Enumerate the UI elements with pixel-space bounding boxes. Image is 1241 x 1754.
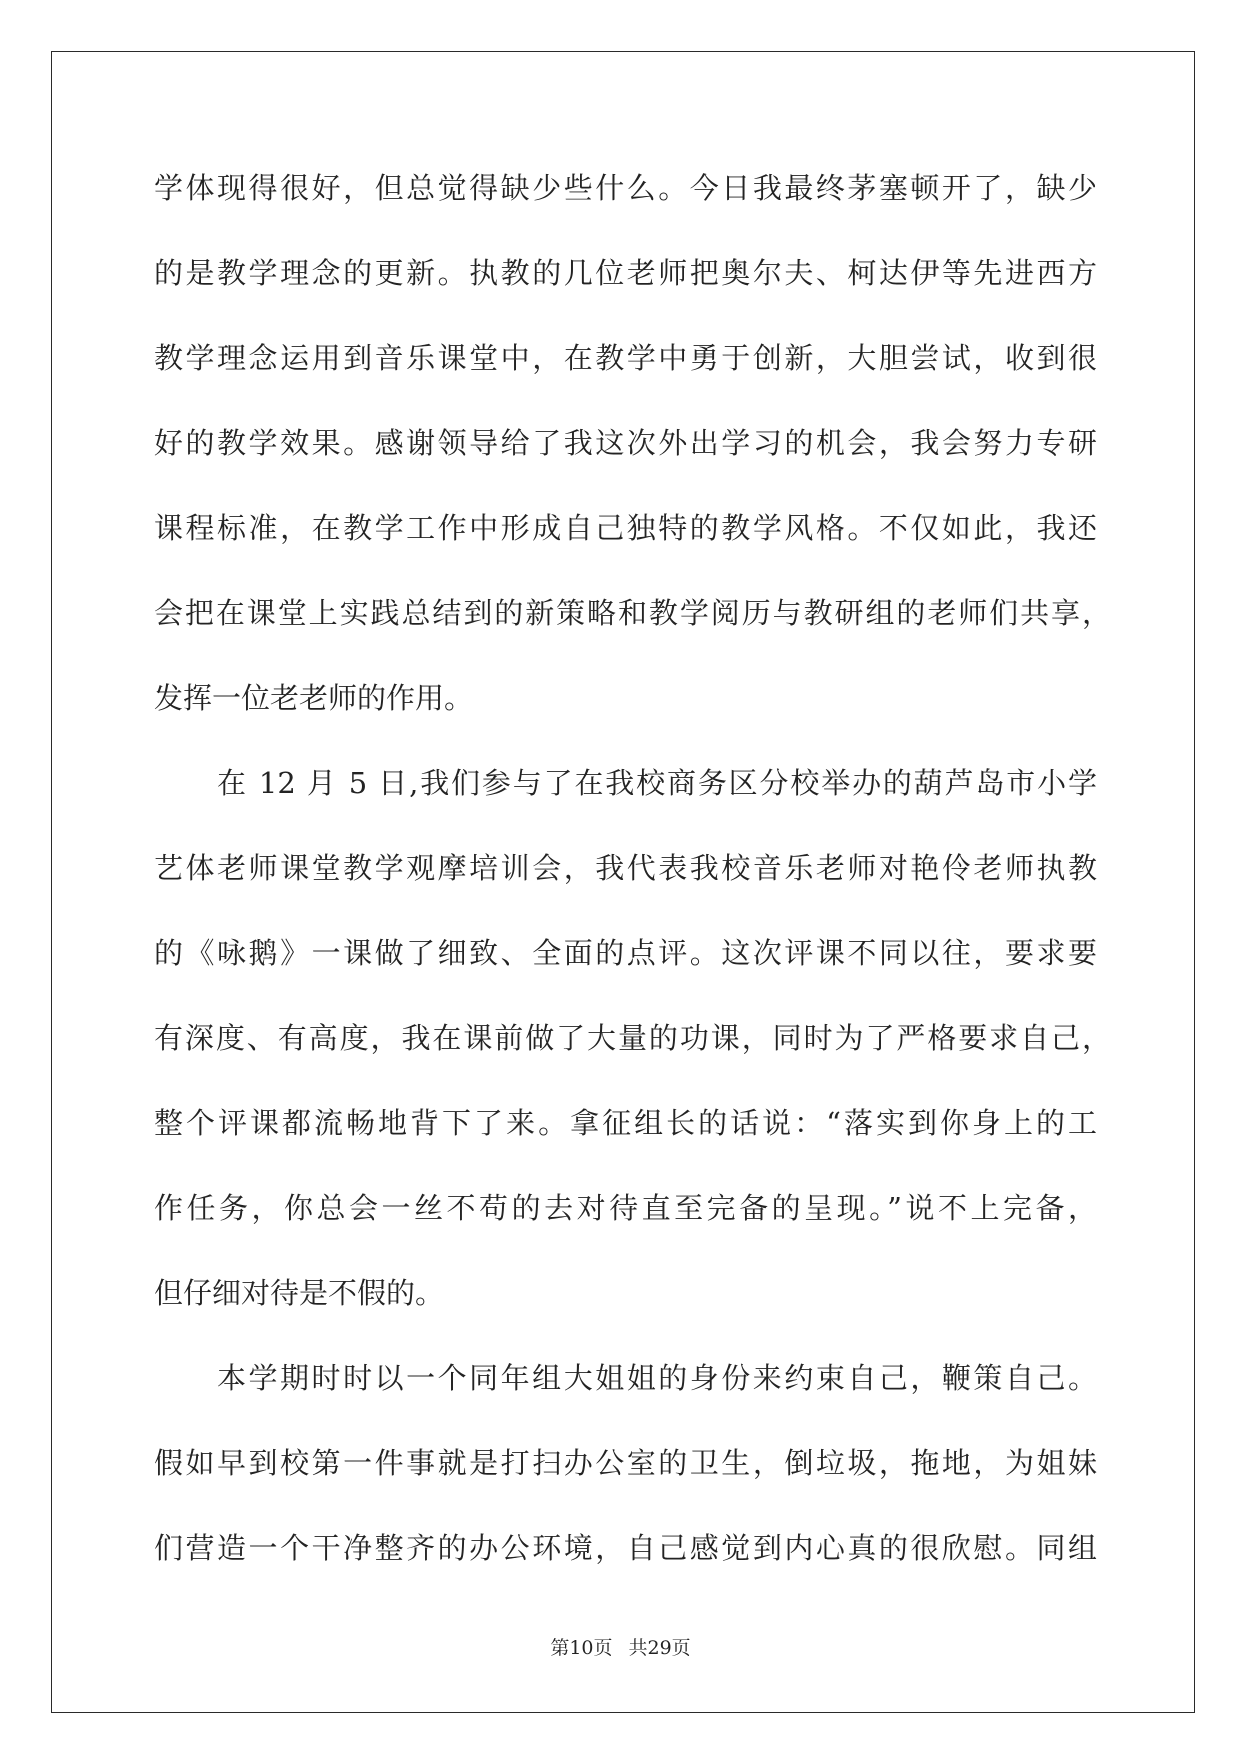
text-line: 整个评课都流畅地背下了来。拿征组长的话说：“落实到你身上的工 [154, 1106, 1097, 1140]
text-line: 的《咏鹅》一课做了细致、全面的点评。这次评课不同以往，要求要 [154, 936, 1097, 970]
text-line: 好的教学效果。感谢领导给了我这次外出学习的机会，我会努力专研 [154, 426, 1097, 460]
document-body [154, 146, 1119, 1591]
text-line: 课程标准，在教学工作中形成自己独特的教学风格。不仅如此，我还 [154, 511, 1097, 545]
paragraph [154, 1336, 1119, 1591]
text-line: 发挥一位老老师的作用。 [154, 681, 474, 715]
text-line: 本学期时时以一个同年组大姐姐的身份来约束自己，鞭策自己。 [217, 1361, 1097, 1395]
text-line: 艺体老师课堂教学观摩培训会，我代表我校音乐老师对艳伶老师执教 [154, 851, 1097, 885]
text-line: 有深度、有高度，我在课前做了大量的功课，同时为了严格要求自己， [154, 1021, 1111, 1055]
paragraph [154, 146, 1119, 741]
text-line: 学体现得很好，但总觉得缺少些什么。今日我最终茅塞顿开了，缺少 [154, 171, 1097, 205]
text-line: 但仔细对待是不假的。 [154, 1276, 445, 1310]
text-line: 会把在课堂上实践总结到的新策略和教学阅历与教研组的老师们共享， [154, 596, 1111, 630]
page-number-current: 第10页 [550, 1637, 613, 1659]
text-line: 在 12 月 5 日,我们参与了在我校商务区分校举办的葫芦岛市小学 [217, 766, 1097, 800]
text-line: 的是教学理念的更新。执教的几位老师把奥尔夫、柯达伊等先进西方 [154, 256, 1097, 290]
page-footer [0, 1630, 1241, 1666]
text-line: 作任务，你总会一丝不苟的去对待直至完备的呈现。”说不上完备， [154, 1191, 1097, 1225]
text-line: 假如早到校第一件事就是打扫办公室的卫生，倒垃圾，拖地，为姐妹 [154, 1446, 1097, 1480]
text-line: 们营造一个干净整齐的办公环境，自己感觉到内心真的很欣慰。同组 [154, 1531, 1097, 1565]
page-number-total: 共29页 [628, 1637, 691, 1659]
paragraph [154, 741, 1119, 1336]
text-line: 教学理念运用到音乐课堂中，在教学中勇于创新，大胆尝试，收到很 [154, 341, 1097, 375]
